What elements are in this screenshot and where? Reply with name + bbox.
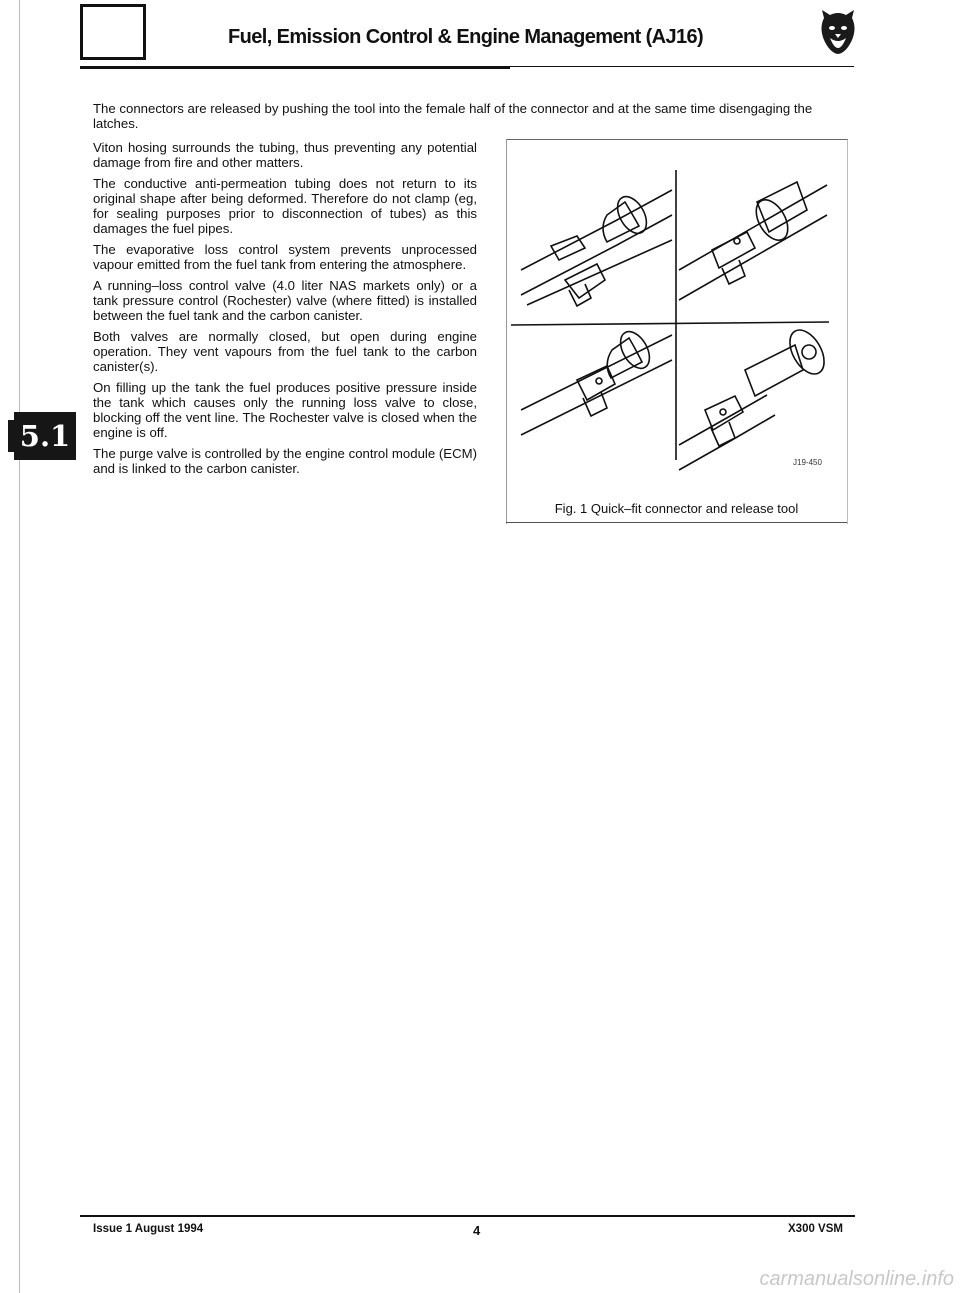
paragraph: A running–loss control valve (4.0 liter NAS markets only) or a tank pressure control (Rochester) valve (where fitted) is installed between the fuel tank and the carbon canister. [93,278,477,323]
intro-text: The connectors are released by pushing the tool into the female half of the connector and at the same time disengaging the latches. [93,101,813,131]
quick-fit-connector-illustration [507,140,845,480]
page-title: Fuel, Emission Control & Engine Management (AJ16) [228,26,704,48]
footer-rule [80,1215,855,1217]
footer-doc-code: X300 VSM [788,1223,843,1235]
jaguar-head-icon [818,8,858,56]
header-rule-thin [510,66,854,67]
header-box [80,4,146,60]
body-column [93,140,477,482]
paragraph: The conductive anti-permeation tubing does not return to its original shape after being deformed. Therefore do not clamp (eg, for sealing purposes prior to disconnection of tubes) as this damages the fuel pipes. [93,176,477,236]
watermark: carmanualsonline.info [759,1268,954,1290]
paragraph: Both valves are normally closed, but open during engine operation. They vent vapours from the fuel tank to the carbon canister(s). [93,329,477,374]
header-rule-thick [80,66,510,69]
left-margin-rule [19,0,20,1293]
paragraph: The evaporative loss control system prevents unprocessed vapour emitted from the fuel tank from entering the atmosphere. [93,242,477,272]
paragraph: On filling up the tank the fuel produces positive pressure inside the tank which causes only the running loss valve to close, blocking off the vent line. The Rochester valve is closed when the engine is off. [93,380,477,440]
paragraph: The purge valve is controlled by the engine control module (ECM) and is linked to the carbon canister. [93,446,477,476]
paragraph: Viton hosing surrounds the tubing, thus preventing any potential damage from fire and other matters. [93,140,477,170]
page-number: 4 [473,1223,481,1238]
figure-caption: Fig. 1 Quick–fit connector and release tool [554,501,799,516]
footer-issue: Issue 1 August 1994 [93,1223,204,1235]
figure-reference: J19-450 [793,458,822,467]
figure-bottom-rule [506,522,847,523]
section-tab: 5.1 [14,412,76,460]
